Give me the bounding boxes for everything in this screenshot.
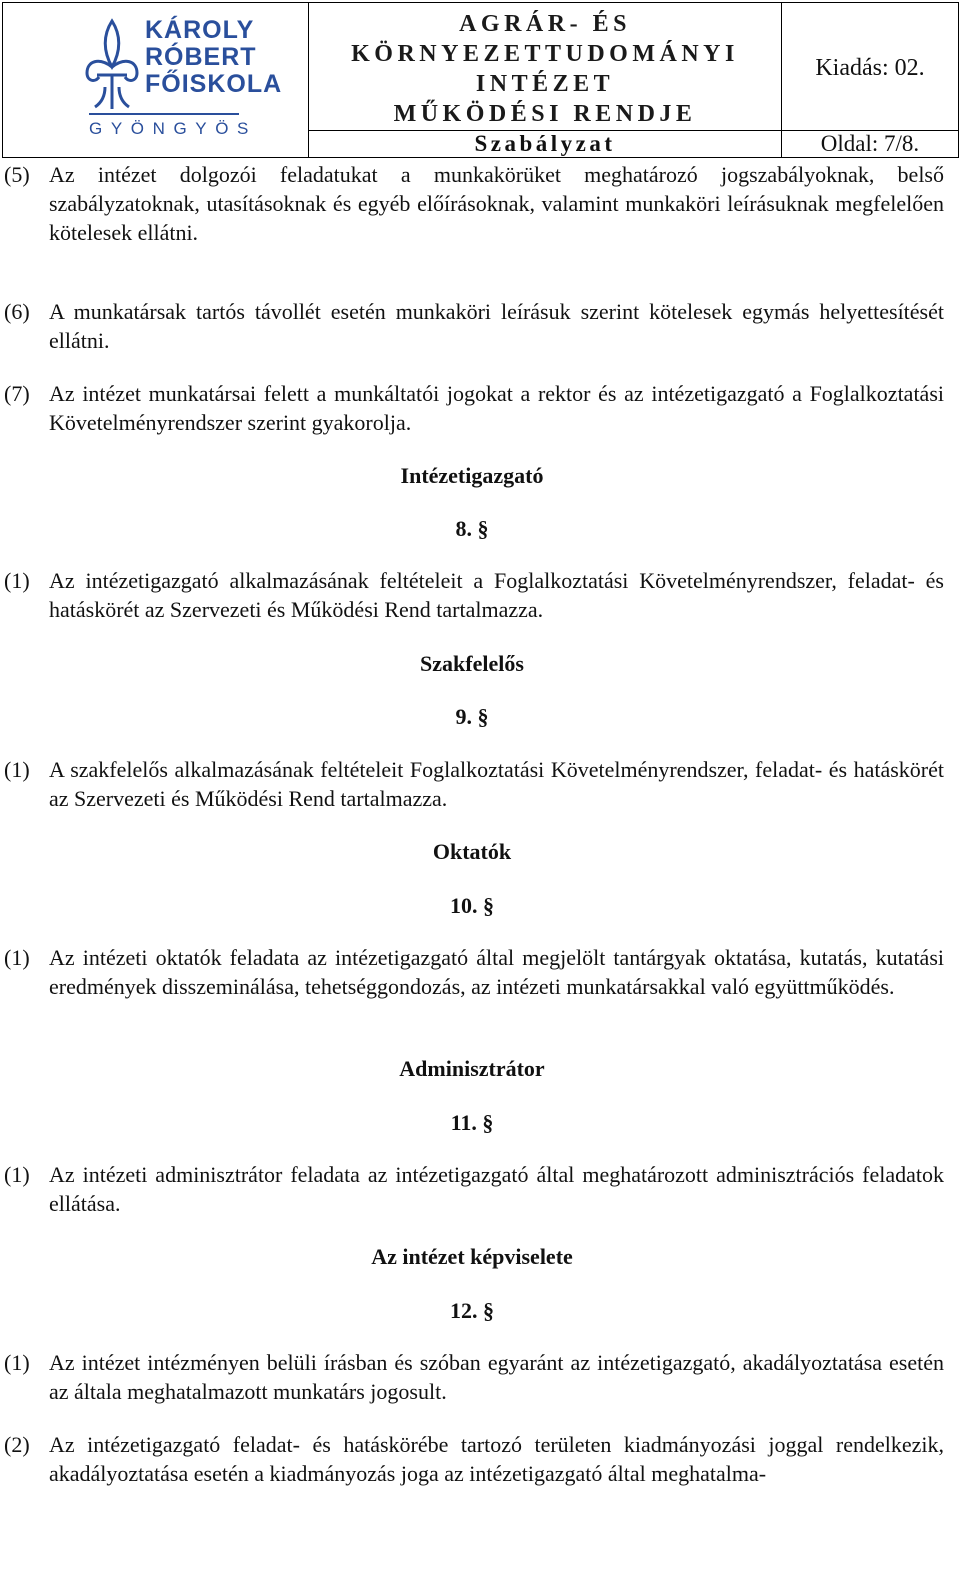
doc-type-label: Szabályzat <box>474 131 616 156</box>
section-number-11: 11. § <box>450 1110 494 1135</box>
paragraph-11-1 <box>0 1160 958 1218</box>
paragraph-text: Az intézeti adminisztrátor feladata az intézetigazgató által meghatározott adminisztrációs feladatok ellátása. <box>49 1162 944 1216</box>
section-heading-adminisztrator: Adminisztrátor <box>399 1056 545 1081</box>
paragraph-10-1 <box>0 943 958 1030</box>
paragraph-text: Az intézet dolgozói feladatukat a munkakörüket meghatározó jogszabályoknak, belső szabályzatoknak, utasításoknak és egyéb előírásoknak, valamint munkaköri leírásuknak megfelelően kötelesek ellátni. <box>49 162 944 245</box>
page-number: Oldal: 7/8. <box>820 131 920 156</box>
paragraph-text: Az intézet munkatársai felett a munkáltatói jogokat a rektor és az intézetigazgató a Foglalkoztatási Követelményrendszer szerint gyakorolja. <box>49 381 944 435</box>
section-number-10: 10. § <box>450 893 494 918</box>
document-header <box>2 2 959 158</box>
logo-divider <box>89 113 239 115</box>
paragraph-number: (1) <box>4 1162 30 1187</box>
logo-line-3: FŐISKOLA <box>145 70 283 98</box>
section-heading-szakfelelos: Szakfelelős <box>420 651 524 676</box>
section-number-12: 12. § <box>450 1298 494 1323</box>
title-line-4: MŰKÖDÉSI RENDJE <box>393 101 697 127</box>
paragraph-text: Az intézetigazgató feladat- és hatáskörébe tartozó területen kiadmányozási joggal rendelkezik, akadályoztatása esetén a kiadmányozás joga az intézetigazgató által meghatalma- <box>49 1432 944 1486</box>
paragraph-number: (2) <box>4 1432 30 1457</box>
logo-city: GYÖNGYÖS <box>89 119 257 138</box>
paragraph-text: A szakfelelős alkalmazásának feltételeit Foglalkoztatási Követelményrendszer, feladat- és hatáskörét az Szervezeti és Működési Rend tartalmazza. <box>49 757 944 811</box>
edition-label: Kiadás: 02. <box>815 55 925 81</box>
section-heading-kepviselet: Az intézet képviselete <box>371 1244 573 1269</box>
paragraph-7 <box>0 379 958 437</box>
paragraph-8-1 <box>0 566 958 624</box>
title-line-1: AGRÁR- ÉS <box>459 11 631 37</box>
doc-type-cell <box>309 131 782 157</box>
edition-cell <box>782 3 958 131</box>
logo-line-1: KÁROLY <box>145 16 255 44</box>
paragraph-text: Az intézetigazgató alkalmazásának feltételeit a Foglalkoztatási Követelményrendszer, feladat- és hatáskörét az Szervezeti és Működési Rend tartalmazza. <box>49 568 944 622</box>
document-title <box>309 9 781 129</box>
title-cell <box>309 3 782 131</box>
paragraph-text: A munkatársak tartós távollét esetén munkaköri leírásuk szerint kötelesek egymás helyettesítését ellátni. <box>49 299 944 353</box>
paragraph-number: (1) <box>4 945 30 970</box>
section-heading-igazgato: Intézetigazgató <box>400 463 544 488</box>
title-line-3: INTÉZET <box>475 71 615 97</box>
paragraph-number: (1) <box>4 757 30 782</box>
logo-line-2: RÓBERT <box>145 43 257 71</box>
section-number-8: 8. § <box>455 516 489 541</box>
title-line-2: KÖRNYEZETTUDOMÁNYI <box>351 41 739 67</box>
logo-cell <box>3 3 309 157</box>
paragraph-text: Az intézet intézményen belüli írásban és szóban egyaránt az intézetigazgató, akadályoztatása esetén az általa meghatalmazott munkatárs jogosult. <box>49 1350 944 1404</box>
fleur-de-lis-icon <box>81 17 143 113</box>
logo-wordmark <box>145 17 282 98</box>
paragraph-6 <box>0 297 958 355</box>
paragraph-number: (7) <box>4 381 30 406</box>
paragraph-text: Az intézeti oktatók feladata az intézetigazgató által megjelölt tantárgyak oktatása, kutatás, kutatási eredmények disszeminálása, tehetséggondozás, az intézeti munkatársakkal való együttműködés. <box>49 945 944 999</box>
paragraph-number: (1) <box>4 1350 30 1375</box>
paragraph-number: (1) <box>4 568 30 593</box>
paragraph-12-1 <box>0 1348 958 1406</box>
page-cell <box>782 131 958 157</box>
paragraph-number: (6) <box>4 299 30 324</box>
section-number-9: 9. § <box>455 704 489 729</box>
paragraph-number: (5) <box>4 162 30 187</box>
paragraph-5 <box>0 160 958 247</box>
section-heading-oktatok: Oktatók <box>432 839 512 864</box>
paragraph-12-2 <box>0 1430 958 1488</box>
paragraph-9-1 <box>0 755 958 813</box>
institution-logo <box>81 16 283 143</box>
